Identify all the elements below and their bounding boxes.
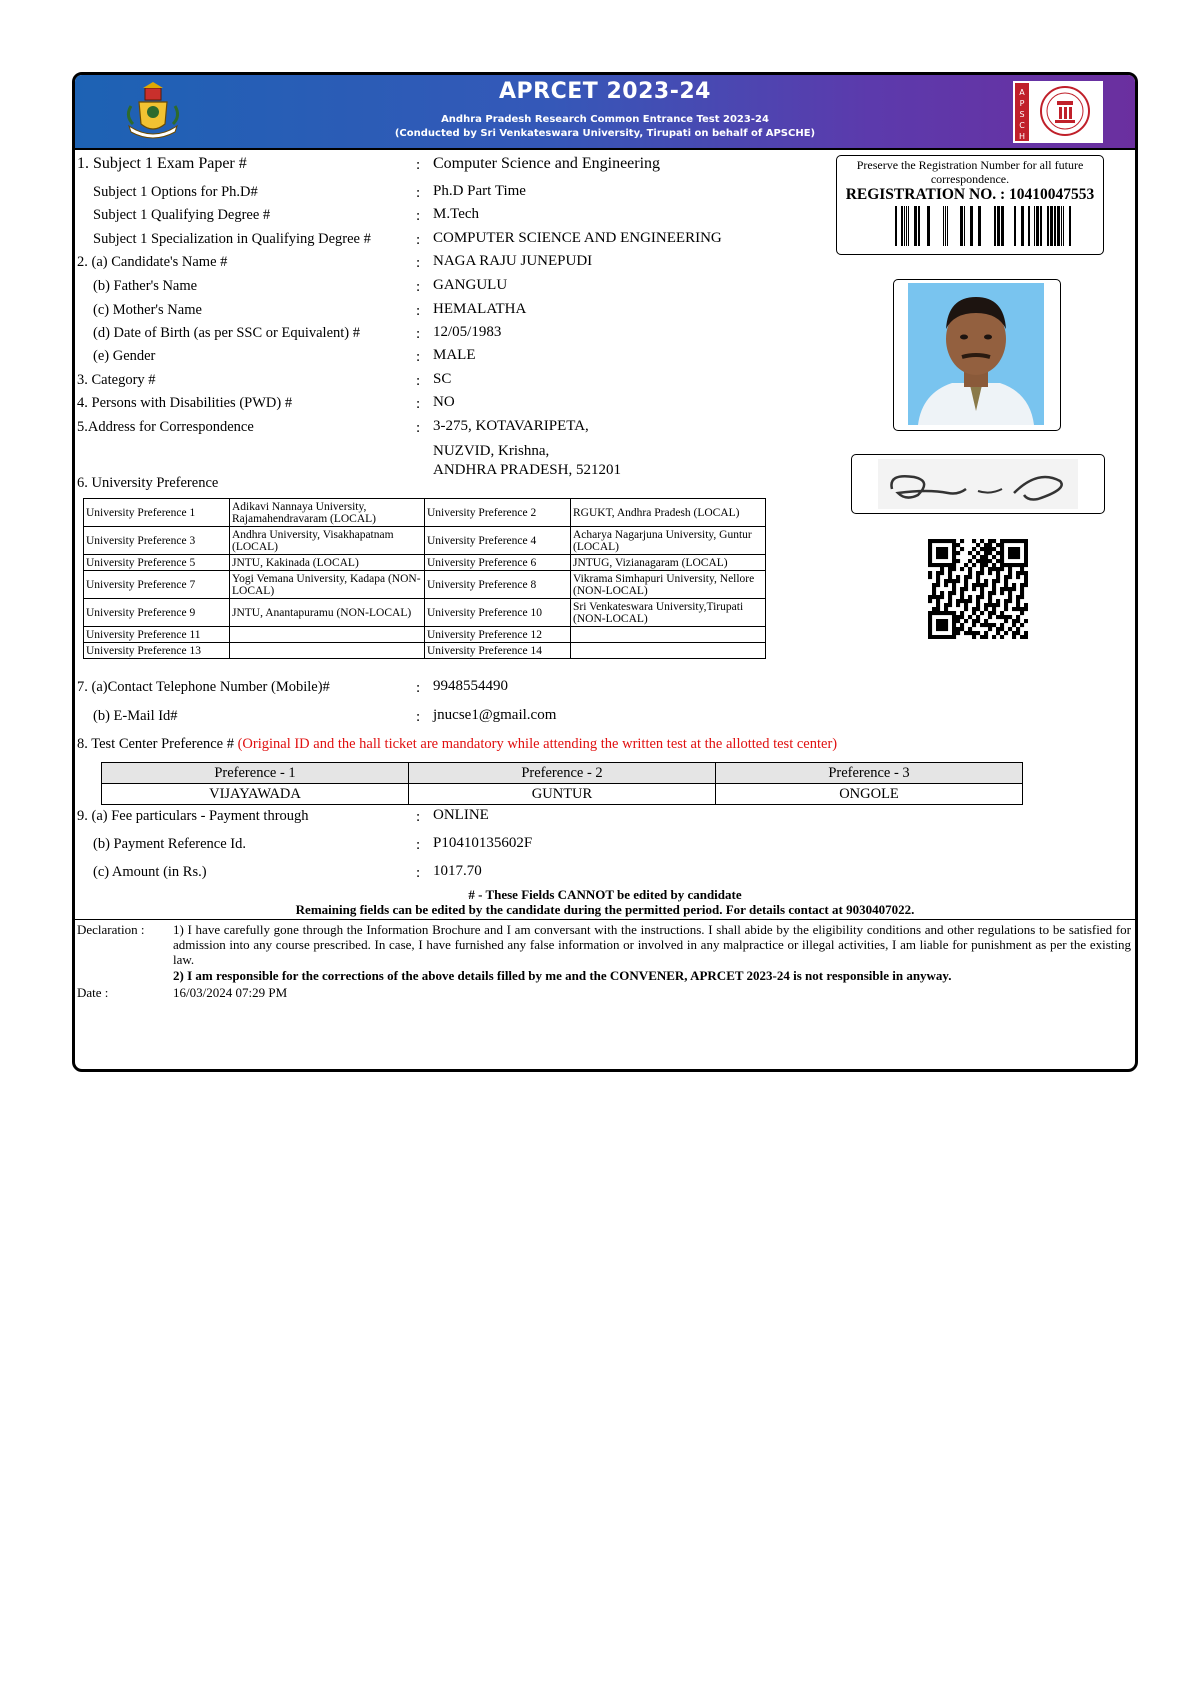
colon-separator: :	[416, 809, 421, 825]
registration-box	[836, 155, 1104, 255]
svg-text:C: C	[1019, 121, 1025, 130]
svg-text:P: P	[1019, 99, 1025, 108]
colon-separator: :	[416, 709, 421, 725]
page-subtitle: Andhra Pradesh Research Common Entrance Test 2023-24	[441, 114, 769, 125]
university-pref-label: University Preference 8	[425, 571, 571, 599]
university-pref-label: University Preference 12	[425, 627, 571, 643]
colon-separator: :	[416, 396, 421, 412]
declaration-label: Declaration :	[77, 922, 145, 937]
apsche-logo-icon	[1013, 81, 1103, 143]
pref-header: Preference - 2	[409, 763, 716, 784]
university-pref-value: Yogi Vemana University, Kadapa (NON-LOCAL)	[230, 571, 425, 599]
test-center-note: (Original ID and the hall ticket are mandatory while attending the written test at the allotted test center)	[237, 736, 838, 752]
field-value: COMPUTER SCIENCE AND ENGINEERING	[433, 230, 722, 246]
form-header	[75, 75, 1135, 150]
university-pref-label: University Preference 11	[84, 627, 230, 643]
pref-header: Preference - 3	[716, 763, 1023, 784]
email-value: jnucse1@gmail.com	[433, 707, 557, 723]
pref-value: VIJAYAWADA	[102, 784, 409, 805]
test-center-label: 8. Test Center Preference #	[77, 736, 234, 752]
university-pref-value: JNTU, Anantapuramu (NON-LOCAL)	[230, 599, 425, 627]
pref-header: Preference - 1	[102, 763, 409, 784]
registration-number-line	[837, 186, 1103, 204]
university-pref-label: University Preference 13	[84, 643, 230, 659]
colon-separator: :	[416, 349, 421, 365]
page-title: APRCET 2023-24	[499, 79, 711, 104]
test-center-line	[77, 735, 837, 753]
field-label: 5.Address for Correspondence	[77, 419, 254, 435]
university-row	[84, 627, 766, 643]
colon-separator: :	[416, 326, 421, 342]
field-label: 4. Persons with Disabilities (PWD) #	[77, 395, 293, 411]
university-row	[84, 643, 766, 659]
university-pref-value: Adikavi Nannaya University, Rajamahendravaram (LOCAL)	[230, 499, 425, 527]
test-center-table	[101, 762, 1023, 805]
declaration-text-1: 1) I have carefully gone through the Information Brochure and I am conversant with the instructions. I shall abide by the eligibility conditions and other regulations to be satisfied for admission into any course prescribed. In case, I have furnished any false information or involved in any malpractice or illegal activities, I am liable for punishment as per the existing law.	[173, 922, 1131, 967]
university-row	[84, 527, 766, 555]
university-pref-label: University Preference 2	[425, 499, 571, 527]
colon-separator: :	[416, 279, 421, 295]
field-value: Ph.D Part Time	[433, 183, 526, 199]
university-pref-value	[230, 643, 425, 659]
field-value: NAGA RAJU JUNEPUDI	[433, 253, 593, 269]
registration-label: REGISTRATION NO. :	[845, 186, 1006, 203]
field-label: (d) Date of Birth (as per SSC or Equivalent) #	[93, 325, 360, 341]
university-pref-label: University Preference 7	[84, 571, 230, 599]
field-value: 12/05/1983	[433, 324, 502, 340]
university-pref-value: Sri Venkateswara University,Tirupati (NON-LOCAL)	[571, 599, 766, 627]
university-pref-value	[571, 643, 766, 659]
field-label: Subject 1 Specialization in Qualifying Degree #	[93, 231, 371, 247]
field-label: (b) Father's Name	[93, 278, 198, 294]
application-form	[72, 72, 1138, 1072]
field-label: 3. Category #	[77, 372, 156, 388]
university-preference-heading: 6. University Preference	[77, 475, 219, 491]
fee-ref-label: (b) Payment Reference Id.	[93, 836, 246, 852]
university-pref-value: JNTU, Kakinada (LOCAL)	[230, 555, 425, 571]
candidate-photo	[908, 283, 1044, 425]
university-row	[84, 555, 766, 571]
signature-frame	[851, 454, 1105, 514]
field-label: Subject 1 Options for Ph.D#	[93, 184, 258, 200]
colon-separator: :	[416, 837, 421, 853]
university-pref-label: University Preference 3	[84, 527, 230, 555]
fee-ref-value: P10410135602F	[433, 835, 533, 851]
barcode-icon	[895, 206, 1071, 246]
editable-fields-note: Remaining fields can be edited by the candidate during the permitted period. For details contact at 9030407022.	[295, 902, 915, 917]
university-pref-label: University Preference 5	[84, 555, 230, 571]
fee-amount-label: (c) Amount (in Rs.)	[93, 864, 207, 880]
colon-separator: :	[416, 373, 421, 389]
field-value: M.Tech	[433, 206, 480, 222]
date-label: Date :	[77, 985, 109, 1000]
university-pref-value: JNTUG, Vizianagaram (LOCAL)	[571, 555, 766, 571]
field-label: Subject 1 Qualifying Degree #	[93, 207, 271, 223]
registration-number: 10410047553	[1009, 186, 1095, 203]
field-label: 1. Subject 1 Exam Paper #	[77, 155, 247, 172]
university-row	[84, 571, 766, 599]
conducted-by: (Conducted by Sri Venkateswara University, Tirupati on behalf of APSCHE)	[394, 128, 816, 139]
university-pref-value	[571, 627, 766, 643]
field-value: MALE	[433, 347, 476, 363]
svg-text:S: S	[1019, 110, 1025, 119]
mobile-label: 7. (a)Contact Telephone Number (Mobile)#	[77, 679, 330, 695]
address-line-2: NUZVID, Krishna,	[433, 443, 550, 459]
colon-separator: :	[416, 303, 421, 319]
field-value: NO	[433, 394, 455, 410]
address-line-3: ANDHRA PRADESH, 521201	[433, 462, 621, 478]
svg-text:H: H	[1018, 132, 1026, 141]
field-value: SC	[433, 371, 452, 387]
university-preference-table	[83, 498, 766, 659]
photo-frame	[893, 279, 1061, 431]
svg-text:A: A	[1019, 88, 1025, 97]
university-pref-label: University Preference 4	[425, 527, 571, 555]
colon-separator: :	[416, 865, 421, 881]
field-label: 2. (a) Candidate's Name #	[77, 254, 228, 270]
university-pref-label: University Preference 9	[84, 599, 230, 627]
university-pref-label: University Preference 1	[84, 499, 230, 527]
email-label: (b) E-Mail Id#	[93, 708, 178, 724]
university-pref-label: University Preference 10	[425, 599, 571, 627]
colon-separator: :	[416, 232, 421, 248]
field-label: (e) Gender	[93, 348, 156, 364]
field-value: HEMALATHA	[433, 301, 527, 317]
locked-fields-note: # - These Fields CANNOT be edited by candidate	[468, 887, 742, 902]
university-row	[84, 499, 766, 527]
colon-separator: :	[416, 185, 421, 201]
field-value: GANGULU	[433, 277, 508, 293]
university-pref-label: University Preference 6	[425, 555, 571, 571]
pref-value: ONGOLE	[716, 784, 1023, 805]
registration-note: Preserve the Registration Number for all future correspondence.	[856, 158, 1084, 186]
declaration-text-2: 2) I am responsible for the corrections of the above details filled by me and the CONVENER, APRCET 2023-24 is not responsible in anyway.	[173, 968, 952, 983]
university-pref-value: Acharya Nagarjuna University, Guntur (LOCAL)	[571, 527, 766, 555]
field-label: (c) Mother's Name	[93, 302, 202, 318]
university-row	[84, 599, 766, 627]
colon-separator: :	[416, 680, 421, 696]
candidate-signature	[878, 459, 1078, 509]
field-value: Computer Science and Engineering	[433, 155, 661, 172]
divider	[75, 919, 1135, 920]
qr-code-icon	[928, 539, 1028, 639]
colon-separator: :	[416, 208, 421, 224]
field-value: 3-275, KOTAVARIPETA,	[433, 418, 589, 434]
date-value: 16/03/2024 07:29 PM	[173, 985, 288, 1000]
colon-separator: :	[416, 420, 421, 436]
university-pref-value: Vikrama Simhapuri University, Nellore (NON-LOCAL)	[571, 571, 766, 599]
pref-value: GUNTUR	[409, 784, 716, 805]
university-pref-label: University Preference 14	[425, 643, 571, 659]
university-pref-value	[230, 627, 425, 643]
fee-through-label: 9. (a) Fee particulars - Payment through	[77, 808, 309, 824]
mobile-value: 9948554490	[433, 678, 508, 694]
fee-amount-value: 1017.70	[433, 863, 482, 879]
colon-separator: :	[416, 157, 421, 173]
fee-through-value: ONLINE	[433, 807, 489, 823]
colon-separator: :	[416, 255, 421, 271]
university-pref-value: RGUKT, Andhra Pradesh (LOCAL)	[571, 499, 766, 527]
university-pref-value: Andhra University, Visakhapatnam (LOCAL)	[230, 527, 425, 555]
